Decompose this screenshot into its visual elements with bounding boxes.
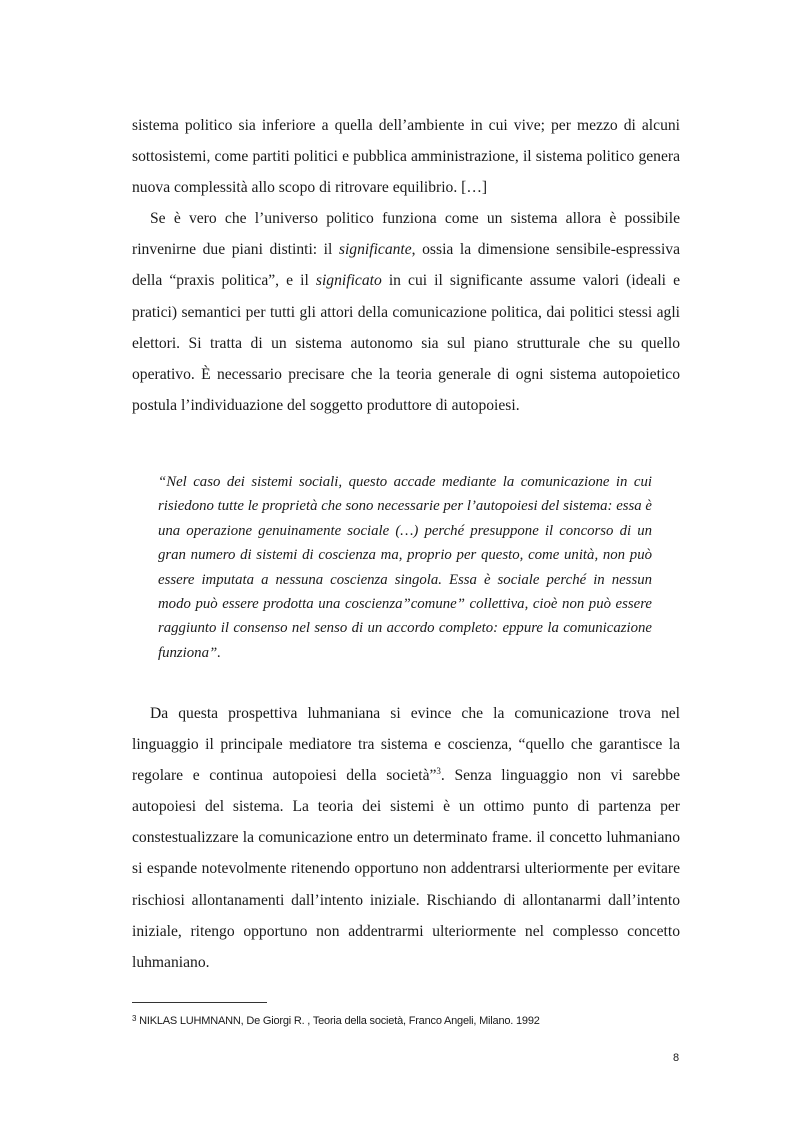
term-significato: significato bbox=[315, 272, 382, 290]
footnote-reference[interactable]: 3 bbox=[436, 766, 441, 777]
paragraph-continued: sistema politico sia inferiore a quella dell’ambiente in cui vive; per mezzo di alcuni sottosistemi, come partiti politici e pubblica amministrazione, il sistema politico genera nuova complessità allo scopo di ritrovare equilibrio. […] bbox=[132, 117, 680, 197]
block-quote: “Nel caso dei sistemi sociali, questo accade mediante la comunicazione in cui risiedono tutte le proprietà che sono necessarie per l’autopoiesi del sistema: essa è una operazione genuinamente sociale (…) perché presuppone il concorso di un gran numero di sistemi di coscienza ma, proprio per questo, come unità, non può essere imputata a nessuna coscienza singola. Essa è sociale perché in nessun modo può essere prodotta una coscienza”comune” collettiva, cioè non può essere raggiunto il consenso nel senso di un accordo completo: eppure la comunicazione funziona”. bbox=[158, 474, 652, 661]
paragraph-text: in cui il significante assume valori (ideali e pratici) semantici per tutti gli attori della comunicazione politica, dai politici stessi agli elettori. Si tratta di un sistema autonomo sia sul piano strutturale che su quello operativo. È necessario precisare che la teoria generale di ogni sistema autopoietico postula l’individuazione del soggetto produttore di autopoiesi. bbox=[132, 272, 680, 414]
footnote-separator bbox=[132, 1002, 267, 1003]
body-text-top bbox=[132, 110, 680, 421]
paragraph-luhmann bbox=[132, 698, 680, 978]
paragraph-significante bbox=[132, 203, 680, 421]
paragraph-text: . Senza linguaggio non vi sarebbe autopoiesi del sistema. La teoria dei sistemi è un ottimo punto di partenza per constestualizzare la comunicazione entro un determinato frame. il concetto luhmaniano si espande notevolmente ritenendo opportuno non addentrarsi ulteriormente per evitare rischiosi allontanamenti dall’intento iniziale. Rischiando di allontanarmi dall’intento iniziale, ritengo opportuno non addentrarmi ulteriormente nel complesso concetto luhmaniano. bbox=[132, 767, 680, 971]
body-text-bottom bbox=[132, 698, 680, 978]
paragraph-text: , ossia la dimensione sensibile-espressiva della “praxis politica”, e il bbox=[132, 241, 680, 290]
page-number: 8 bbox=[673, 1052, 680, 1064]
paragraph-text: Da questa prospettiva luhmaniana si evince che la comunicazione trova nel linguaggio il principale mediatore tra sistema e coscienza, “quello che garantisce la regolare e continua autopoiesi della società” bbox=[132, 705, 680, 785]
term-significante: significante bbox=[338, 241, 412, 259]
footnote-number: 3 bbox=[132, 1014, 137, 1023]
footnote bbox=[132, 1012, 692, 1028]
paragraph-text: Se è vero che l’universo politico funziona come un sistema allora è possibile rinvenirne due piani distinti: il bbox=[132, 210, 680, 259]
footnote-text: NIKLAS LUHMNANN, De Giorgi R. , Teoria della società, Franco Angeli, Milano. 1992 bbox=[136, 1015, 540, 1027]
